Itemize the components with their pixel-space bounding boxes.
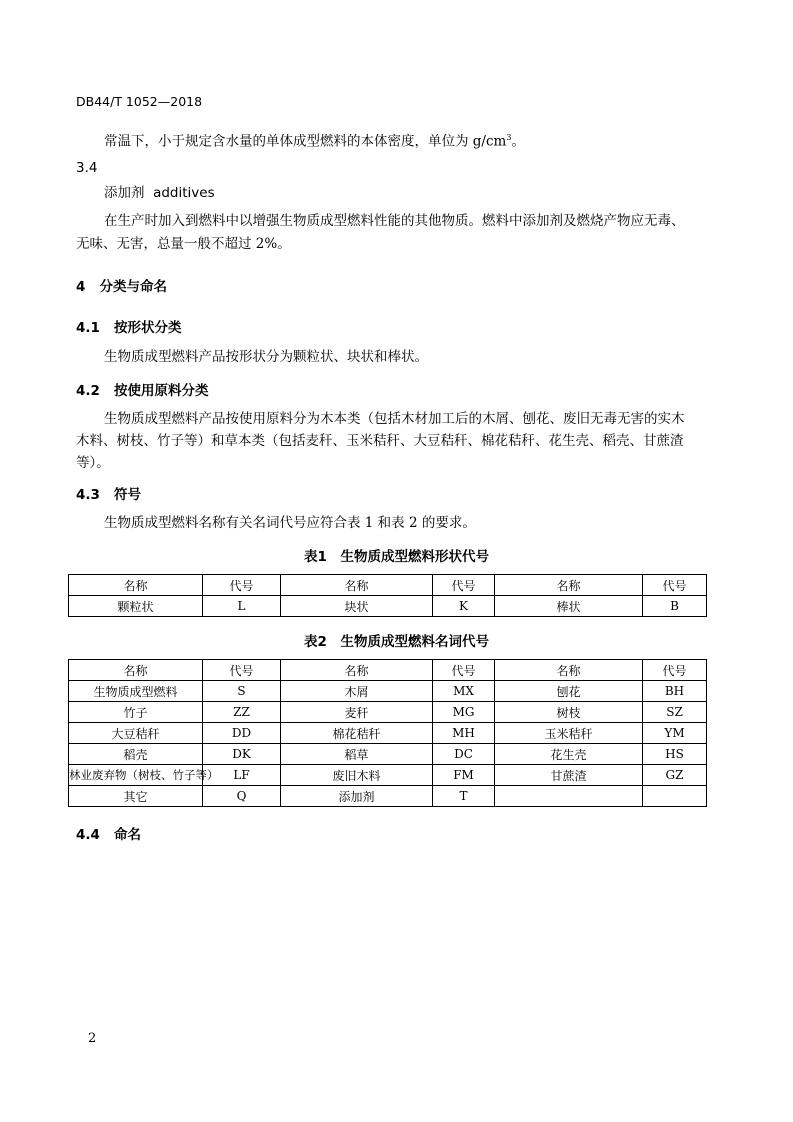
section-4-2-number: 4.2 [76, 383, 100, 399]
table-cell: YM [643, 723, 707, 744]
table-cell: 花生壳 [495, 744, 643, 765]
table-header-cell: 代号 [643, 575, 707, 596]
table-cell: 生物质成型燃料 [69, 681, 203, 702]
table-cell: Q [203, 786, 281, 807]
term-chinese: 添加剂 [104, 185, 145, 201]
section-4-heading [76, 275, 167, 295]
table-header-cell: 代号 [643, 660, 707, 681]
table-cell: MX [433, 681, 495, 702]
table-cell: 树枝 [495, 702, 643, 723]
table-cell: GZ [643, 765, 707, 786]
table-cell: ZZ [203, 702, 281, 723]
density-definition-end: 。 [511, 133, 525, 150]
table-cell: 麦秆 [281, 702, 433, 723]
density-unit-superscript: 3 [506, 133, 512, 142]
section-4-4-title: 命名 [114, 827, 142, 843]
section-4-3-heading [76, 483, 141, 503]
table-header-cell: 名称 [281, 575, 433, 596]
section-4-3-title: 符号 [114, 487, 142, 503]
section-4-2-line1: 生物质成型燃料产品按使用原料分为木本类（包括木材加工后的木屑、刨花、废旧无毒无害的实木 [104, 411, 685, 427]
table-cell: T [433, 786, 495, 807]
section-4-2-heading [76, 379, 209, 399]
table-row [69, 744, 707, 765]
table-cell: B [643, 596, 707, 617]
additive-definition-line2: 无味、无害，总量一般不超过 2%。 [76, 236, 291, 252]
section-4-2-line3: 等）。 [76, 455, 110, 471]
table-cell [495, 786, 643, 807]
table-cell: BH [643, 681, 707, 702]
table-cell: 其它 [69, 786, 203, 807]
table2 [68, 659, 707, 807]
table-cell: S [203, 681, 281, 702]
table2-caption: 表2 生物质成型燃料名词代号 [304, 634, 489, 650]
table-cell: 添加剂 [281, 786, 433, 807]
section-4-4-heading [76, 823, 141, 843]
section-3-4-term [104, 181, 215, 201]
section-3-4-number: 3.4 [76, 160, 98, 176]
additive-definition-line1: 在生产时加入到燃料中以增强生物质成型燃料性能的其他物质。燃料中添加剂及燃烧产物应无毒、 [104, 213, 685, 229]
table-cell: K [433, 596, 495, 617]
section-4-2-line2: 木料、树枝、竹子等）和草本类（包括麦秆、玉米秸秆、大豆秸秆、棉花秸秆、花生壳、稻壳、甘蔗渣 [76, 433, 684, 449]
table-header-cell: 代号 [203, 660, 281, 681]
density-definition [104, 127, 525, 153]
document-header: DB44/T 1052—2018 [76, 94, 203, 109]
table1-header-row [69, 575, 707, 596]
table-cell: DC [433, 744, 495, 765]
table1-caption: 表1 生物质成型燃料形状代号 [304, 549, 489, 565]
table-header-cell: 名称 [69, 660, 203, 681]
table-header-cell: 名称 [495, 660, 643, 681]
table-cell: MG [433, 702, 495, 723]
table-cell: 颗粒状 [69, 596, 203, 617]
section-4-number: 4 [76, 279, 86, 295]
section-4-title: 分类与命名 [99, 279, 168, 295]
table-header-cell: 名称 [495, 575, 643, 596]
table-cell: 稻壳 [69, 744, 203, 765]
density-definition-text: 常温下，小于规定含水量的单体成型燃料的本体密度，单位为 g/cm [104, 133, 507, 150]
table-row [69, 681, 707, 702]
section-4-1-number: 4.1 [76, 320, 100, 336]
table-header-cell: 名称 [69, 575, 203, 596]
table-header-cell: 代号 [433, 575, 495, 596]
table-cell [643, 786, 707, 807]
table-cell: 木屑 [281, 681, 433, 702]
table-cell: 竹子 [69, 702, 203, 723]
section-4-1-text: 生物质成型燃料产品按形状分为颗粒状、块状和棒状。 [104, 349, 428, 365]
section-4-2-title: 按使用原料分类 [114, 383, 209, 399]
term-english: additives [153, 185, 215, 201]
table-row [69, 765, 707, 786]
table-cell: 林业废弃物（树枝、竹子等） [69, 765, 203, 786]
table1 [68, 574, 707, 617]
table-row [69, 596, 707, 617]
table-cell: DK [203, 744, 281, 765]
table-cell: 棉花秸秆 [281, 723, 433, 744]
table-row [69, 786, 707, 807]
table-header-cell: 代号 [203, 575, 281, 596]
table-cell: 稻草 [281, 744, 433, 765]
table-header-cell: 代号 [433, 660, 495, 681]
table-cell: HS [643, 744, 707, 765]
table-cell: DD [203, 723, 281, 744]
table-cell: 块状 [281, 596, 433, 617]
table-cell: MH [433, 723, 495, 744]
table-cell: 刨花 [495, 681, 643, 702]
table-cell: 玉米秸秆 [495, 723, 643, 744]
section-4-3-number: 4.3 [76, 487, 100, 503]
table-cell: FM [433, 765, 495, 786]
page-number: 2 [88, 1031, 97, 1046]
table-header-cell: 名称 [281, 660, 433, 681]
table2-header-row [69, 660, 707, 681]
table-row [69, 723, 707, 744]
section-4-3-text: 生物质成型燃料名称有关名词代号应符合表 1 和表 2 的要求。 [104, 515, 476, 531]
section-4-1-title: 按形状分类 [114, 320, 182, 336]
table-cell: 大豆秸秆 [69, 723, 203, 744]
section-4-1-heading [76, 316, 182, 336]
section-4-4-number: 4.4 [76, 827, 100, 843]
table-cell: 甘蔗渣 [495, 765, 643, 786]
table-cell: 废旧木料 [281, 765, 433, 786]
table-cell: 棒状 [495, 596, 643, 617]
table-cell: L [203, 596, 281, 617]
table-cell: LF [203, 765, 281, 786]
table-row [69, 702, 707, 723]
table-cell: SZ [643, 702, 707, 723]
